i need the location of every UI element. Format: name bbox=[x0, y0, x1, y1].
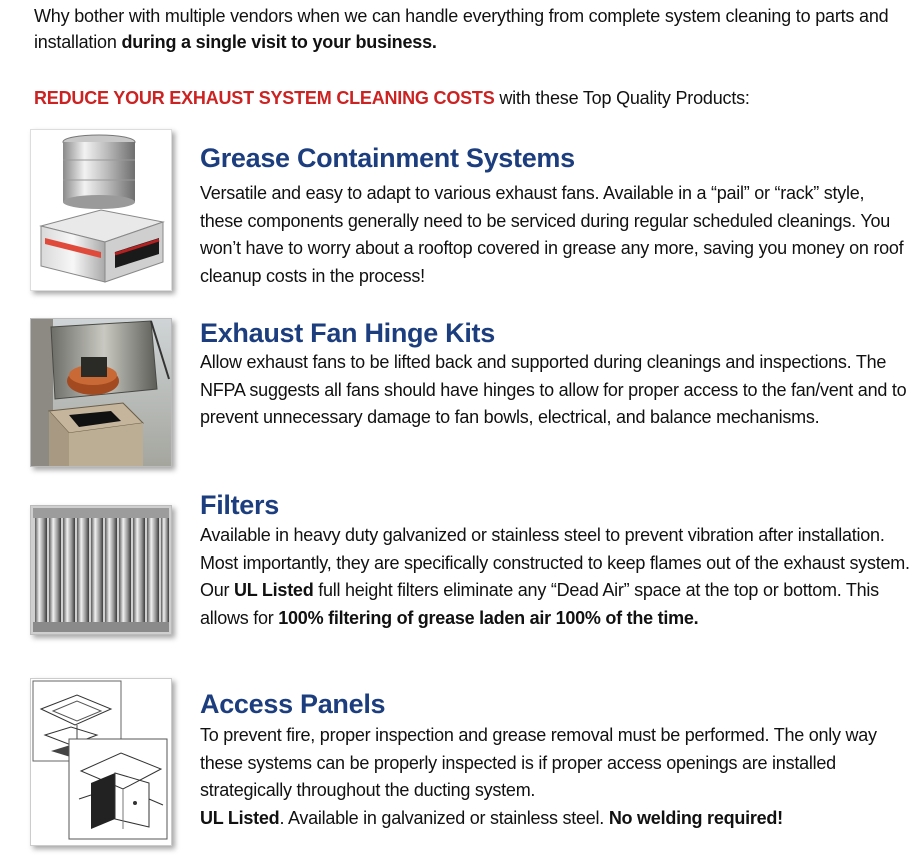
filters-ul-listed: UL Listed bbox=[234, 580, 314, 600]
section-body: Versatile and easy to adapt to various exhaust fans. Available in a “pail” or “rack” style, these components generally need to be serviced during regular scheduled cleanings. You won’t have to worry about a rooftop covered in grease any more, saving you money on roof cleanup costs in the process! bbox=[200, 183, 904, 286]
section-body bbox=[200, 722, 905, 832]
filters-body-part-2: full height filters eliminate any “Dead Air” space at the top or bottom. This allows for bbox=[200, 580, 879, 628]
access-body-part-2: . Available in galvanized or stainless steel. bbox=[279, 807, 609, 828]
section-title: Grease Containment Systems bbox=[200, 143, 575, 173]
intro-text: Why bother with multiple vendors when we can handle everything from complete system cleaning to parts and installation bbox=[34, 6, 889, 52]
access-panel-diagram-icon bbox=[30, 678, 172, 846]
cost-reduction-line bbox=[34, 85, 904, 111]
filters-bold-claim: 100% filtering of grease laden air 100% of the time. bbox=[278, 607, 699, 628]
intro-paragraph bbox=[34, 3, 894, 55]
grease-containment-unit-icon bbox=[30, 129, 172, 291]
section-title: Filters bbox=[200, 490, 279, 520]
section-title: Access Panels bbox=[200, 689, 386, 719]
cost-reduction-highlight: REDUCE YOUR EXHAUST SYSTEM CLEANING COSTS bbox=[34, 88, 495, 108]
access-body-part-1: To prevent fire, proper inspection and grease removal must be performed. The only way these systems can be properly inspected is if proper access openings are installed strategically throughout the ducting system. bbox=[200, 725, 877, 800]
rooftop-fan-hinge-icon bbox=[30, 318, 172, 467]
cost-reduction-rest: with these Top Quality Products: bbox=[494, 88, 750, 108]
section-body bbox=[200, 522, 910, 632]
intro-bold-text: during a single visit to your business. bbox=[121, 32, 437, 52]
access-ul-listed: UL Listed bbox=[200, 807, 280, 828]
section-body: Allow exhaust fans to be lifted back and supported during cleanings and inspections. The NFPA suggests all fans should have hinges to allow for proper access to the fan/vent and to prevent unnecessary damage to fan bowls, electrical, and balance mechanisms. bbox=[200, 352, 907, 427]
section-title: Exhaust Fan Hinge Kits bbox=[200, 318, 495, 348]
filters-body-part-1: Available in heavy duty galvanized or stainless steel to prevent vibration after installation. Most importantly, they are specifically constructed to keep flames out of the exhaust system. Our bbox=[200, 525, 910, 600]
baffle-filter-icon bbox=[30, 505, 172, 635]
access-no-welding: No welding required! bbox=[608, 807, 783, 828]
